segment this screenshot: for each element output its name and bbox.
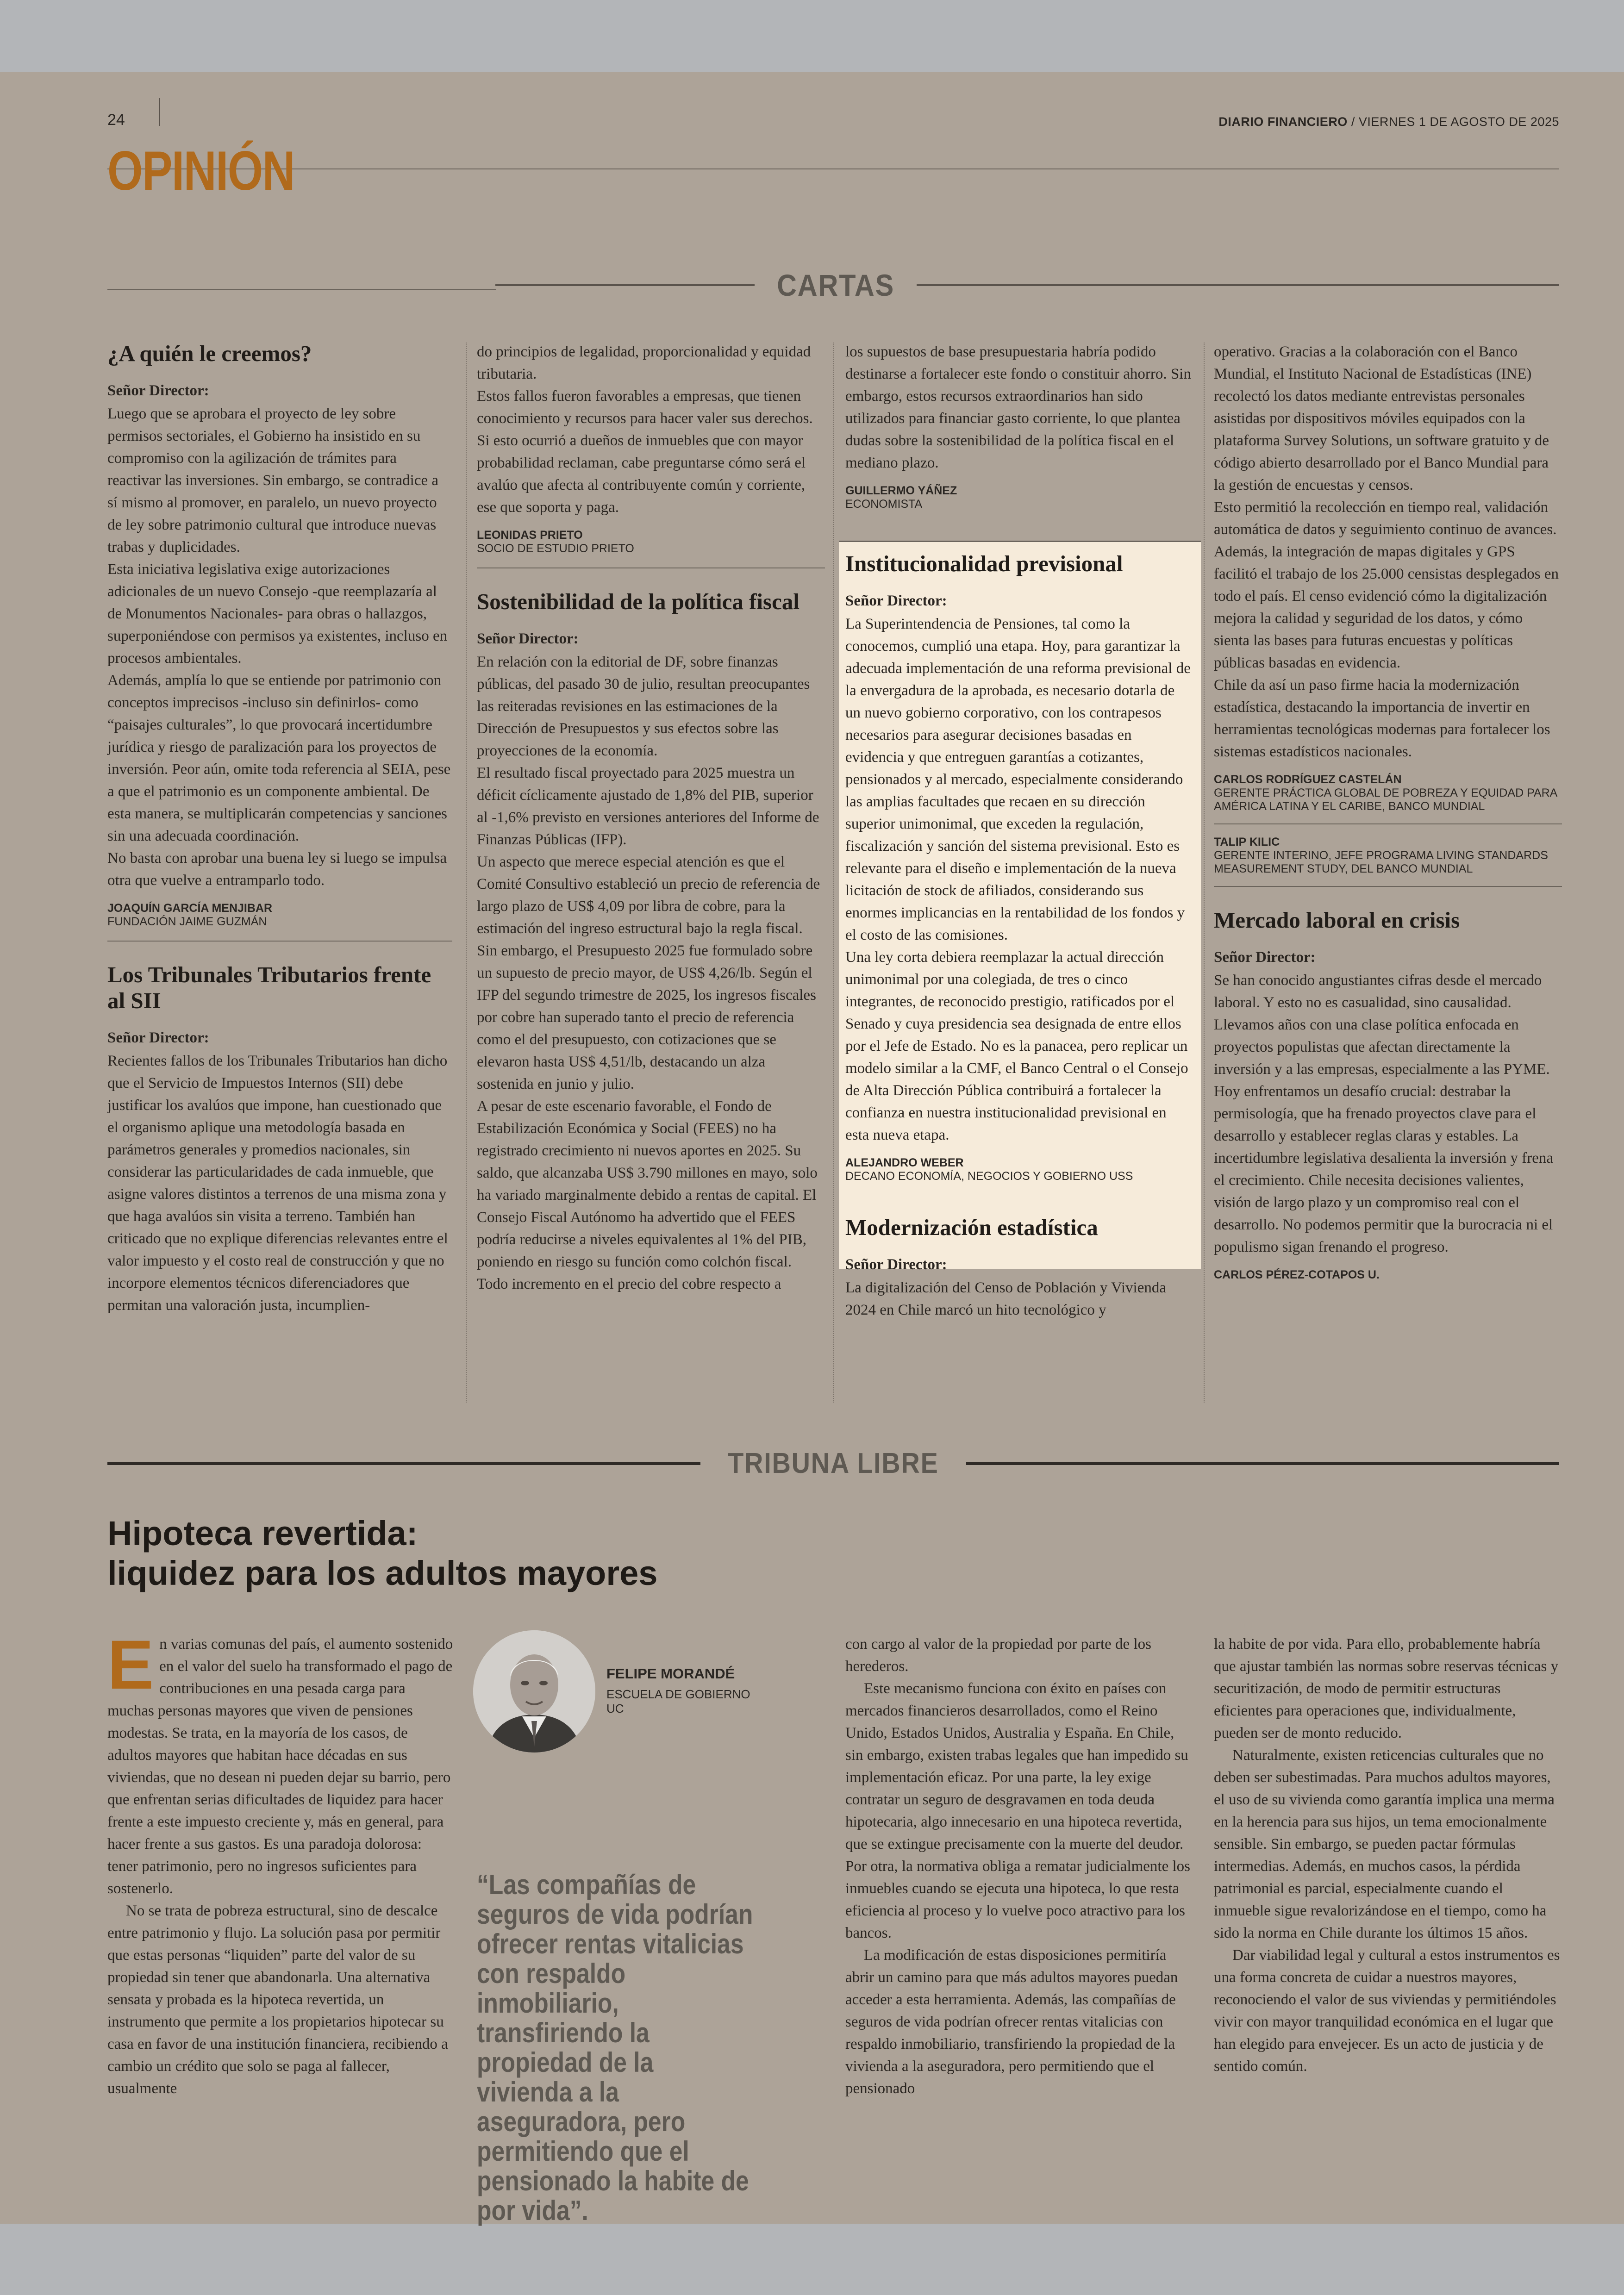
letter-title: Los Tribunales Tributarios frente al SII bbox=[107, 962, 431, 1013]
column-separator bbox=[1204, 343, 1205, 1403]
issue-date: / VIERNES 1 DE AGOSTO DE 2025 bbox=[1347, 115, 1559, 129]
letter-salutation: Señor Director: bbox=[1214, 949, 1316, 966]
tribuna-band bbox=[107, 1447, 1559, 1480]
letter-salutation: Señor Director: bbox=[107, 382, 209, 399]
cartas-label: CARTAS bbox=[777, 268, 894, 302]
page-number: 24 bbox=[107, 111, 125, 129]
letter-salutation: Señor Director: bbox=[107, 1029, 209, 1046]
letter-signature bbox=[845, 484, 1193, 511]
tribuna-column-4 bbox=[1214, 1633, 1562, 2077]
signature-role: SOCIO DE ESTUDIO PRIETO bbox=[477, 542, 634, 555]
cartas-column-2 bbox=[477, 341, 825, 1295]
cartas-column-1 bbox=[107, 341, 452, 1316]
signature-name: GUILLERMO YÁÑEZ bbox=[845, 484, 957, 497]
signature-role: FUNDACIÓN JAIME GUZMÁN bbox=[107, 915, 267, 928]
letter-title: Modernización estadística bbox=[845, 1215, 1098, 1240]
signature-role: ECONOMISTA bbox=[845, 498, 923, 511]
letter-paragraph: A pesar de este escenario favorable, el Fondo de Estabilización Económica y Social (FEES) no ha registrado crecimiento ni nuevos aportes en 2025. Su saldo, que alcanzaba US$ 3.790 millones en mayo, solo ha variado marginalmente debido a rentas de capital. El Consejo Fiscal Autónomo ha advertido que el FEES podría reducirse a niveles equivalentes al 1% del PIB, poniendo en riesgo su función como colchón fiscal. bbox=[477, 1098, 818, 1270]
article-paragraph: n varias comunas del país, el aumento sostenido en el valor del suelo ha transformado el pago de contribuciones en una pesada carga para muchas personas mayores que viven de pensiones modestas. Se trata, en la mayoría de los casos, de adultos mayores que habitan hace décadas en sus viviendas, que no desean ni pueden dejar su barrio, pero que enfrentan serias dificultades de liquidez para hacer frente a este impuesto creciente y, más en general, para hacer frente a sus gastos. Es una paradoja dolorosa: tener patrimonio, pero no ingresos suficientes para sostenerlo. bbox=[107, 1636, 453, 1897]
letter-title: Mercado laboral en crisis bbox=[1214, 907, 1460, 933]
letter-separator bbox=[1214, 886, 1562, 887]
article-paragraph: Este mecanismo funciona con éxito en países con mercados financieros desarrollados, como el Reino Unido, Estados Unidos, Australia y España. En Chile, sin embargo, existen trabas legales que han impedido su implementación eficaz. Por una parte, la ley exige contratar un seguro de desgravamen en toda deuda hipotecaria, algo innecesario en una hipoteca revertida, que se extingue precisamente con la muerte del deudor. Por otra, la normativa obliga a rematar judicialmente los inmuebles cuando se ejecuta una hipoteca, lo que resta eficiencia al proceso y lo vuelve poco atractivo para los bancos. bbox=[845, 1680, 1190, 1941]
author-portrait-image bbox=[473, 1630, 595, 1752]
letter-paragraph: operativo. Gracias a la colaboración con el Banco Mundial, el Instituto Nacional de Estadísticas (INE) recolectó los datos mediante entrevistas personales asistidas por dispositivos móviles equipados con la plataforma Survey Solutions, un software gratuito y de código abierto desarrollado por el Banco Mundial para la gestión de encuestas y censos. bbox=[1214, 343, 1549, 493]
tribuna-column-1 bbox=[107, 1626, 456, 2100]
letter-paragraph: Luego que se aprobara el proyecto de ley sobre permisos sectoriales, el Gobierno ha insistido en su compromiso con la agilización de trámites para reactivar las inversiones. Sin embargo, se contradice a sí mismo al promover, en paralelo, un nuevo proyecto de ley sobre patrimonio cultural que introduce nuevas trabas y duplicidades. bbox=[107, 405, 439, 555]
article-paragraph: No se trata de pobreza estructural, sino de descalce entre patrimonio y flujo. La solución pasa por permitir que estas personas “liquiden” parte del valor de su propiedad sin tener que abandonarla. Una alternativa sensata y probada es la hipoteca revertida, un instrumento que permite a los propietarios hipotecar su casa en favor de una institución financiera, recibiendo a cambio un crédito que solo se paga al fallecer, usualmente bbox=[107, 1902, 448, 2097]
article-paragraph: la habite de por vida. Para ello, probablemente habría que ajustar también las normas sobre reservas técnicas y securitización, de modo de permitir estructuras eficientes para operaciones que, individualmente, pueden ser de monto reducido. bbox=[1214, 1636, 1559, 1741]
letter-title: ¿A quién le creemos? bbox=[107, 341, 312, 366]
article-paragraph: Naturalmente, existen reticencias culturales que no deben ser subestimadas. Para muchos adultos mayores, el uso de su vivienda como garantía implica una merma en la herencia para sus hijos, un tema emocionalmente sensible. Sin embargo, se pueden pactar fórmulas intermedias. Además, en muchos casos, la pérdida patrimonial es parcial, especialmente cuando el inmueble sigue revalorizándose en el tiempo, como ha sido la norma en Chile durante los últimos 15 años. bbox=[1214, 1747, 1555, 1941]
letter-paragraph: Un aspecto que merece especial atención es que el Comité Consultivo estableció un precio de referencia de largo plazo de US$ 4,09 por libra de cobre, para la estimación del ingreso estructural bajo la regla fiscal. Sin embargo, el Presupuesto 2025 fue formulado sobre un supuesto de precio mayor, de US$ 4,26/lb. Según el IFP del segundo trimestre de 2025, los ingresos fiscales por cobre han superado tanto el precio de referencia como el del presupuesto, con cotizaciones que se elevaron hasta US$ 4,51/lb, destacando un alza sostenida en junio y julio. bbox=[477, 854, 820, 1092]
letter-salutation: Señor Director: bbox=[845, 592, 947, 609]
masthead-divider bbox=[159, 98, 160, 126]
letter-signature bbox=[107, 902, 452, 929]
column-separator bbox=[466, 343, 467, 1403]
headline-line-2: liquidez para los adultos mayores bbox=[107, 1554, 658, 1592]
signature-role: GERENTE PRÁCTICA GLOBAL DE POBREZA Y EQUIDAD PARA AMÉRICA LATINA Y EL CARIBE, BANCO MUNDIAL bbox=[1214, 786, 1557, 813]
letter-signature bbox=[1214, 773, 1562, 813]
letter-paragraph: Chile da así un paso firme hacia la modernización estadística, destacando la importancia de invertir en herramientas tecnológicas modernas para fortalecer los sistemas estadísticos nacionales. bbox=[1214, 677, 1550, 760]
signature-role: DECANO ECONOMÍA, NEGOCIOS Y GOBIERNO USS bbox=[845, 1170, 1133, 1183]
cartas-column-3 bbox=[845, 341, 1193, 1321]
author-affiliation: ESCUELA DE GOBIERNO UC bbox=[606, 1687, 750, 1715]
letter-paragraph: los supuestos de base presupuestaria habría podido destinarse a fortalecer este fondo o constituir ahorro. Sin embargo, estos recursos extraordinarios han sido utilizados para financiar gasto corriente, lo que plantea dudas sobre la sostenibilidad de la política fiscal en el mediano plazo. bbox=[845, 343, 1191, 471]
drop-cap: E bbox=[107, 1626, 154, 1703]
cartas-column-4 bbox=[1214, 341, 1562, 1282]
letter-separator bbox=[1214, 823, 1562, 824]
letter-paragraph: Todo incremento en el precio del cobre respecto a bbox=[477, 1276, 781, 1292]
cartas-band-line-right bbox=[917, 284, 1559, 286]
signature-name: ALEJANDRO WEBER bbox=[845, 1156, 964, 1169]
signature-name: CARLOS PÉREZ-COTAPOS U. bbox=[1214, 1268, 1380, 1281]
letter-salutation: Señor Director: bbox=[845, 1256, 947, 1273]
signature-name: LEONIDAS PRIETO bbox=[477, 529, 583, 542]
letter-paragraph: En relación con la editorial de DF, sobre finanzas públicas, del pasado 30 de julio, resultan preocupantes las reiteradas revisiones en las estimaciones de la Dirección de Presupuestos y sus efectos sobre las proyecciones de la economía. bbox=[477, 654, 810, 759]
letter-paragraph: Una ley corta debiera reemplazar la actual dirección unimonimal por una colegiada, de tres o cinco integrantes, de reconocido prestigio, ratificados por el Senado y cuya presidencia sea designada de entre ellos por el Jefe de Estado. No es la panacea, pero replicar un modelo similar a la CMF, el Banco Central o el Consejo de Alta Dirección Pública contribuirá a fortalecer la confianza en nuestra institucionalidad previsional en esta nueva etapa. bbox=[845, 949, 1188, 1143]
column-separator bbox=[833, 343, 834, 1403]
letter-signature bbox=[1214, 836, 1562, 876]
letter-paragraph: Esto permitió la recolección en tiempo real, validación automática de datos y seguimiento continuo de avances. Además, la integración de mapas digitales y GPS facilitó el trabajo de los 25.000 censistas desplegados en todo el país. El censo evidenció cómo la digitalización mejora la calidad y seguridad de los datos, y cómo sienta las bases para futuras encuestas y políticas públicas basadas en evidencia. bbox=[1214, 499, 1559, 671]
tribuna-band-line-right bbox=[966, 1462, 1559, 1465]
article-paragraph: Dar viabilidad legal y cultural a estos instrumentos es una forma concreta de cuidar a nuestros mayores, reconociendo el valor de sus viviendas y permitiéndoles vivir con mayor tranquilidad económica en el lugar que han elegido para envejecer. Es un acto de justicia y de sentido común. bbox=[1214, 1947, 1560, 2075]
masthead-rule bbox=[107, 168, 1559, 169]
tribuna-label: TRIBUNA LIBRE bbox=[728, 1447, 939, 1479]
article-paragraph: La modificación de estas disposiciones permitiría abrir un camino para que más adultos mayores puedan acceder a esta herramienta. Además, las compañías de seguros de vida podrían ofrecer rentas vitalicias con respaldo inmobiliario, transfiriendo la propiedad de la vivienda a la aseguradora, pero permitiendo que el pensionado bbox=[845, 1947, 1178, 2097]
signature-role: GERENTE INTERINO, JEFE PROGRAMA LIVING STANDARDS MEASUREMENT STUDY, DEL BANCO MUNDIAL bbox=[1214, 849, 1548, 875]
author-portrait bbox=[473, 1630, 595, 1752]
cartas-band-line-left bbox=[495, 284, 755, 286]
section-title: OPINIÓN bbox=[107, 140, 295, 202]
letter-title: Institucionalidad previsional bbox=[845, 551, 1123, 576]
letter-paragraph: La digitalización del Censo de Población y Vivienda 2024 en Chile marcó un hito tecnológico y bbox=[845, 1279, 1166, 1318]
letter-paragraph: Esta iniciativa legislativa exige autorizaciones adicionales de un nuevo Consejo -que reemplazaría al de Monumentos Nacionales- para obras o hallazgos, superponiéndose con permisos ya existentes, incluso en procesos ambientales. bbox=[107, 561, 448, 667]
letter-title: Sostenibilidad de la política fiscal bbox=[477, 589, 800, 614]
letter-salutation: Señor Director: bbox=[477, 630, 579, 647]
article-paragraph: con cargo al valor de la propiedad por parte de los herederos. bbox=[845, 1636, 1151, 1675]
letter-paragraph: Recientes fallos de los Tribunales Tributarios han dicho que el Servicio de Impuestos Internos (SII) debe justificar los avalúos que impone, han cuestionado que el organismo aplique una metodología basada en parámetros generales y promedios nacionales, sin considerar las particularidades de cada inmueble, que asigne valores distintos a terrenos de una misma zona y que haga avalúos sin visita a terreno. También han criticado que no explique diferencias relevantes entre el valor impuesto y el costo real de construcción y que no incorpore elementos técnicos diferenciadores que permitan una valoración justa, incumplien- bbox=[107, 1053, 448, 1314]
publication-date-line bbox=[1218, 115, 1559, 129]
pull-quote: “Las compañías de seguros de vida podrían ofrecer rentas vitalicias con respaldo inmobiliario, transfiriendo la propiedad de la vivienda a la aseguradora, pero permitiendo que el pensionado la habite de por vida”. bbox=[477, 1869, 753, 2226]
signature-name: JOAQUÍN GARCÍA MENJIBAR bbox=[107, 902, 273, 915]
letter-paragraph: Además, amplía lo que se entiende por patrimonio con conceptos imprecisos -incluso sin definirlos- como “paisajes culturales”, lo que provocará incertidumbre jurídica y riesgo de paralización para los proyectos de inversión. Peor aún, omite toda referencia al SEIA, pese a que el patrimonio es un componente ambiental. De esta manera, se multiplicarán competencias y sanciones sin una adecuada coordinación. bbox=[107, 672, 451, 844]
letter-paragraph: No basta con aprobar una buena ley si luego se impulsa otra que vuelve a entramparlo todo. bbox=[107, 850, 447, 889]
tribuna-column-3 bbox=[845, 1633, 1193, 2100]
letter-paragraph: La Superintendencia de Pensiones, tal como la conocemos, cumplió una etapa. Hoy, para garantizar la adecuada implementación de una reforma previsional de la envergadura de la aprobada, es necesario dotarla de un nuevo gobierno corporativo, con los contrapesos necesarios para asegurar decisiones basadas en evidencia y que entreguen garantías a cotizantes, pensionados y al mercado, especialmente considerando las amplias facultades que recaen en su dirección superior unimonimal, que exceden la regulación, fiscalización y sanción del sistema previsional. Esto es relevante para el diseño e implementación de la nueva licitación de stock de afiliados, considerando sus enormes implicancias en la rentabilidad de los fondos y el costo de las comisiones. bbox=[845, 616, 1191, 943]
letter-paragraph: Estos fallos fueron favorables a empresas, que tienen conocimiento y recursos para hacer valer sus derechos. Si esto ocurrió a dueños de inmuebles que con mayor probabilidad reclaman, cabe preguntarse cómo será el avalúo que afecta al contribuyente común y corriente, ese que soporta y paga. bbox=[477, 388, 813, 516]
signature-name: CARLOS RODRÍGUEZ CASTELÁN bbox=[1214, 773, 1402, 786]
letter-paragraph: do principios de legalidad, proporcionalidad y equidad tributaria. bbox=[477, 343, 811, 382]
publication-name: DIARIO FINANCIERO bbox=[1218, 115, 1348, 129]
letter-paragraph: Se han conocido angustiantes cifras desde el mercado laboral. Y esto no es casualidad, sino causalidad. Llevamos años con una clase política enfocada en proyectos populistas que afectan directamente la inversión y a las empresas, especialmente a las PYME. Hoy enfrentamos un desafío crucial: destrabar la permisología, que ha frenado proyectos clave para el desarrollo y establecer reglas claras y estables. La incertidumbre legislativa desalienta la inversión y frena el crecimiento. Chile necesita decisiones valientes, visión de largo plazo y un compromiso real con el desarrollo. No podemos permitir que la burocracia ni el populismo sigan frenando el progreso. bbox=[1214, 972, 1554, 1255]
letter-separator bbox=[107, 941, 452, 942]
headline-line-1: Hipoteca revertida: bbox=[107, 1514, 418, 1553]
letter-signature bbox=[845, 1156, 1193, 1183]
author-name: FELIPE MORANDÉ bbox=[606, 1665, 735, 1682]
tribuna-band-line-left bbox=[107, 1462, 700, 1465]
cartas-band bbox=[495, 268, 1559, 303]
cartas-col1-top-rule bbox=[107, 289, 496, 290]
letter-signature bbox=[1214, 1268, 1562, 1282]
article-headline bbox=[107, 1514, 657, 1593]
letter-paragraph: El resultado fiscal proyectado para 2025 muestra un déficit cíclicamente ajustado de 1,8% del PIB, superior al -1,6% previsto en versiones anteriores del Informe de Finanzas Públicas (IFP). bbox=[477, 765, 819, 848]
letter-signature bbox=[477, 529, 825, 555]
signature-name: TALIP KILIC bbox=[1214, 836, 1280, 848]
